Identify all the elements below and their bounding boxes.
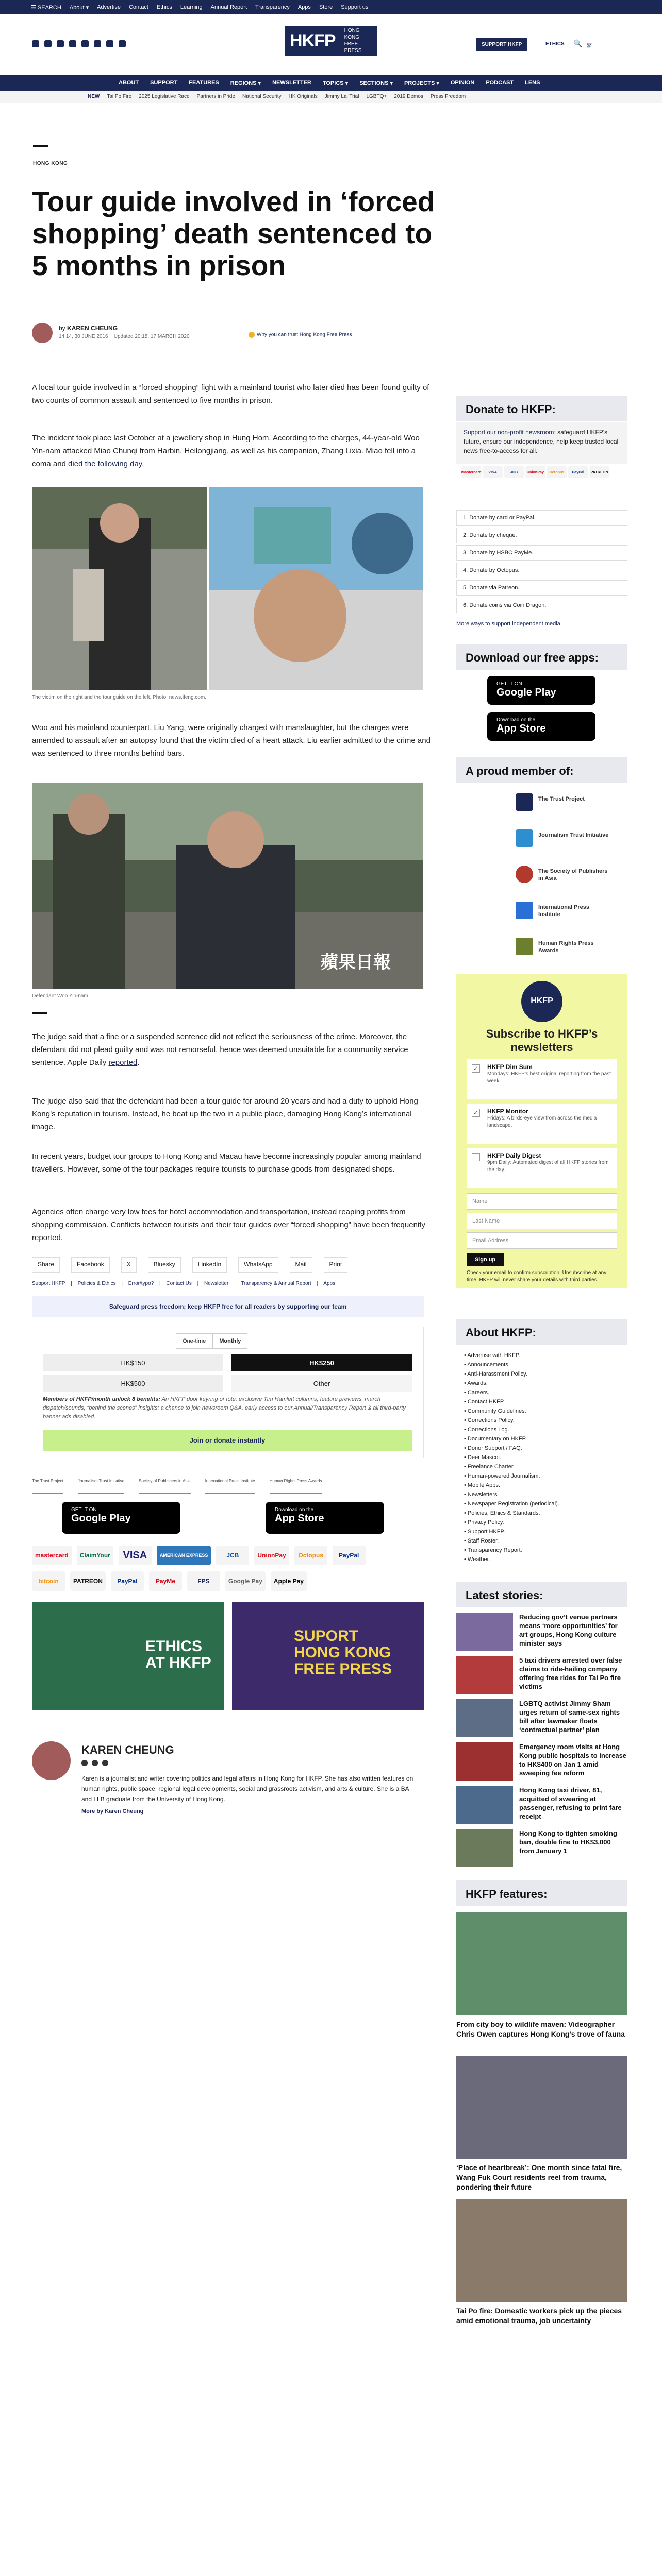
instagram-icon[interactable] [57,40,64,47]
jti-icon [516,829,533,847]
sopa-badge[interactable] [516,866,608,886]
site-logo[interactable] [285,26,377,56]
about-link[interactable]: • Advertise with HKFP. [464,1352,520,1359]
note-text: An HKFP door keyring or tote; exclusive Tim Hamlett columns, feature previews, march dispatch/sounds, “behind the scenes” insights; a chance to join newsroom Q&A, early access to our Annual/Transparency Report & all third-party banner ads disabled. [43,1396,406,1420]
donate-option-coins[interactable]: 6. Donate coins via Coin Dragon. [456,598,627,613]
trending-link[interactable]: HK Originals [288,94,318,99]
badge-label: Journalism Trust Initiative [538,832,609,838]
logo-line2: FREE PRESS [344,41,362,54]
bitcoin-logo: bitcoin [32,1571,65,1591]
sidebar-payment-logos [461,466,608,478]
p4-end: . [137,1058,140,1067]
nav-podcast[interactable]: PODCAST [486,80,514,86]
author-bio: Karen is a journalist and writer covering politics and legal affairs in Hong Kong for HKFP. She has also written features on human rights, public space, regional legal developments, social and grassroots activism, and arts & culture. She is a BA and LLB graduate from the University of Hong Kong. [81,1775,413,1803]
story-title[interactable]: Hong Kong to tighten smoking ban, double fine to HK$3,000 from January 1 [519,1829,617,1855]
trust-text: Why you can trust Hong Kong Free Press [257,332,352,338]
option-title: HKFP Monitor [487,1108,528,1115]
trust-link[interactable] [249,332,352,338]
checkbox-checked[interactable]: ✓ [472,1064,480,1073]
note-bold: Members of HKFP/month unlock 8 benefits: [43,1396,160,1402]
visa-logo: VISA [483,466,502,478]
updated-text: Updated 20:18, 17 MARCH 2020 [113,334,190,340]
nav-topics[interactable]: TOPICS ▾ [322,80,349,87]
trending-link[interactable]: Jimmy Lai Trial [324,94,359,99]
donation-tabs [176,1333,247,1349]
about-link[interactable]: • Staff Roster. [464,1538,499,1544]
section-divider [32,1012,47,1014]
rss-icon[interactable] [119,40,126,47]
newsletter-title: Subscribe to HKFP’s newsletters [486,1027,598,1054]
about-link[interactable]: • Documentary on HKFP. [464,1436,527,1442]
trending-link[interactable]: 2025 Legislative Race [139,94,190,99]
member-logos-row [32,1479,424,1494]
author-facebook-icon[interactable] [81,1760,88,1766]
trending-link[interactable]: 2019 Demos [394,94,423,99]
hrpa-icon [516,938,533,955]
octopus-logo: Octopus [294,1546,327,1565]
claim-logo: ClaimYour [77,1546,113,1565]
sidebar-google-big: Google Play [496,687,556,698]
feature-title[interactable]: ‘Place of heartbreak’: One month since fatal fire, Wang Fuk Court residents reel from trauma, pondering their future [456,2163,622,2191]
trending-link[interactable]: Press Freedom [430,94,466,99]
youtube-icon[interactable] [94,40,101,47]
donate-sidebar-link[interactable]: Support our non-profit newsroom [464,429,554,436]
share-mail-button[interactable]: Mail [290,1257,312,1273]
paragraph-4 [32,1030,434,1069]
paragraph-5: The judge also said that the defendant had been a tour guide for around 20 years and had a duty to uphold Hong Kong’s reputation in tourism. Instead, he beat up the two in a public place, damaging Hong Kong’s international image. [32,1097,418,1131]
latest-story[interactable] [456,1613,627,1651]
byline [32,320,444,346]
jcb-logo: JCB [216,1546,249,1565]
donate-option-octopus[interactable]: 4. Donate by Octopus. [456,563,627,578]
hrpa-logo[interactable]: Human Rights Press Awards [270,1479,322,1494]
support-hkfp-button[interactable]: SUPPORT HKFP [476,38,527,51]
trust-badge-icon [249,332,255,338]
paragraph-1: A local tour guide involved in a “forced shopping” fight with a mainland tourist who later died has been found guilty of two counts of common assault and sentenced to five months in prison. [32,383,429,405]
top-link-apps[interactable]: Apps [297,4,311,10]
mastercard-logo: mastercard [461,466,481,478]
facebook-icon[interactable] [32,40,39,47]
sidebar-google-small: GET IT ON [496,681,522,687]
membership-note [43,1395,412,1421]
more-by-author-link[interactable]: More by Karen Cheung [81,1808,144,1815]
about-links-list [464,1351,559,1564]
policy-sep: | [71,1281,72,1286]
donate-sidebar-text [456,422,627,464]
option-title: HKFP Daily Digest [487,1152,541,1159]
last-name-field[interactable]: Last Name [467,1213,617,1229]
paragraph-6: In recent years, budget tour groups to Hong Kong and Macau have become increasingly popular among mainland travellers. However, some of the tour packages require tourists to purchase goods from designated shops. [32,1152,421,1174]
about-link[interactable]: • Transparency Report. [464,1547,522,1553]
died-link[interactable]: died the following day [68,460,142,468]
about-sidebar-title: About HKFP: [456,1319,627,1345]
about-link[interactable]: • Donor Support / FAQ. [464,1445,522,1451]
top-link-contact[interactable]: Contact [128,4,148,10]
nav-projects[interactable]: PROJECTS ▾ [404,80,439,87]
share-x-button[interactable]: X [121,1257,137,1273]
newsletter-footnote: Check your email to confirm subscription. Unsubscribe at any time. HKFP will never share your details with third parties. [467,1270,607,1283]
photo-1-image [32,487,423,690]
policy-sep: | [159,1281,161,1286]
jti-badge[interactable] [516,829,608,850]
top-links [31,4,368,11]
author-box [32,1741,424,1844]
unionpay-logo: UnionPay [254,1546,289,1565]
date-text: 14:14, 30 JUNE 2016 [59,334,108,340]
latest-story[interactable] [456,1742,627,1781]
story-title[interactable]: 5 taxi drivers arrested over false claims to ride-hailing company offering free rides for Tai Po fire victims [519,1656,622,1690]
hrpa-badge[interactable] [516,938,608,958]
search-icon[interactable]: 🔍 [573,39,583,47]
feature-title[interactable]: From city boy to wildlife maven: Videographer Chris Owen captures Hong Kong’s trove of fauna [456,2020,625,2038]
trending-link[interactable]: Partners in Pride [196,94,236,99]
more-ways-link[interactable]: More ways to support independent media. [456,621,562,627]
top-link-ethics[interactable]: Ethics [156,4,172,10]
policy-sep: | [197,1281,199,1286]
trending-link[interactable]: National Security [242,94,282,99]
latest-story[interactable] [456,1786,627,1824]
author-social-icons [81,1760,108,1766]
trust-project-badge[interactable] [516,793,608,814]
language-switch[interactable]: 繁 [587,43,592,49]
p4-text: The judge said that a fine or a suspended sentence did not reflect the seriousness of the crime. Moreover, the defendant did not plead guilty and was not remorseful, hence was deemed unsuitable for a community service sentence. Apple Daily [32,1032,408,1067]
photo-1-caption: The victim on the right and the tour guide on the left. Photo: news.ifeng.com. [32,694,206,700]
story-title[interactable]: Reducing gov’t venue partners means ‘more opportunities’ for art groups, Hong Kong culture minister says [519,1613,618,1647]
byline-text [59,325,118,332]
latest-sidebar-title: Latest stories: [456,1582,627,1607]
about-link[interactable]: • Awards. [464,1380,488,1386]
signup-button[interactable]: Sign up [467,1253,504,1266]
newsletter-logo: HKFP [521,981,562,1022]
amount-option[interactable]: HK$500 [43,1375,223,1392]
logo-subtext [340,27,372,54]
author-x-icon[interactable] [92,1760,98,1766]
nav-newsletter[interactable]: NEWSLETTER [272,80,311,86]
story-thumbnail[interactable] [456,1829,513,1867]
p2-text: The incident took place last October at a jewellery shop in Hung Hom. According to the charges, 44-year-old Woo Yin-nam attacked Miao Chunqi from Harbin, Heilongjiang, as well as his companion, Zhang Lixia. Miao fell into a coma and [32,434,420,468]
paragraph-3: Woo and his mainland counterpart, Liu Yang, were originally charged with manslaughter, but the charges were amended to assault after an autopsy found that the victim died of a heart attack. Liu earlier admitted to the crime and was sentenced to three months behind bars. [32,723,431,758]
nav-about[interactable]: ABOUT [119,80,139,86]
article-photo-2 [32,783,423,989]
logo-line1: HONG KONG [344,28,360,40]
support-promo-title: SUPORT HONG KONG FREE PRESS [294,1628,392,1677]
ethics-link[interactable]: ETHICS [545,41,565,47]
badge-label: International Press Institute [538,904,590,918]
paragraph-7: Agencies often charge very low fees for hotel accommodation and transportation, instead reaping profits from shopping commission. Conflicts between tourists and their tour guides over “forced shopping” have been frequently reported. [32,1208,425,1242]
about-link[interactable]: • Weather. [464,1556,490,1563]
paypal-logo-2: PayPal [111,1571,144,1591]
jti-logo[interactable]: Journalism Trust Initiative [78,1479,124,1494]
author-box-avatar[interactable] [32,1741,71,1780]
telegram-icon[interactable] [106,40,113,47]
jcb-logo: JCB [504,466,524,478]
p2-end: . [142,460,144,468]
nav-features[interactable]: FEATURES [189,80,219,86]
sidebar-app-store-button[interactable] [487,712,595,741]
policy-link[interactable]: Newsletter [204,1281,229,1286]
trending-bar [0,91,662,103]
top-link-transparency[interactable]: Transparency [255,4,290,10]
newsletter-box [456,974,627,1288]
badge-label: The Society of Publishers in Asia [538,868,608,882]
payment-logos-row-2 [32,1571,424,1591]
site-header [0,14,662,75]
trending-link[interactable]: Tai Po Fire [107,94,132,99]
trending-link[interactable]: LGBTQ+ [366,94,387,99]
paypal-logo: PayPal [568,466,588,478]
sopa-icon [516,866,533,883]
article-title: Tour guide involved in ‘forced shopping’ death sentenced to 5 months in prison [32,185,435,281]
latest-story[interactable] [456,1699,627,1737]
about-link[interactable]: • Deer Mascot. [464,1454,502,1461]
by-label: by [59,325,65,332]
about-link[interactable]: • Policies, Ethics & Standards. [464,1510,540,1516]
story-thumbnail[interactable] [456,1613,513,1651]
story-thumbnail[interactable] [456,1742,513,1781]
about-link[interactable]: • Anti-Harassment Policy. [464,1371,527,1377]
member-sidebar-title: A proud member of: [456,757,627,783]
latest-story[interactable] [456,1656,627,1694]
main-nav [0,75,662,91]
ethics-promo-title: ETHICS AT HKFP [145,1638,211,1671]
author-link[interactable]: KAREN CHEUNG [67,325,118,332]
policy-link[interactable]: Transparency & Annual Report [241,1281,311,1286]
newsletter-option-digest[interactable] [467,1148,617,1188]
donate-option-payme[interactable]: 3. Donate by HSBC PayMe. [456,545,627,561]
option-desc: Mondays: HKFP’s best original reporting from the past week. [487,1071,611,1084]
share-bar [32,1257,424,1273]
logo-text: HKFP [290,30,336,50]
social-icons [32,40,126,47]
tab-monthly[interactable]: Monthly [212,1333,247,1349]
about-link[interactable]: • Community Guidelines. [464,1408,526,1414]
name-field[interactable]: Name [467,1193,617,1210]
reported-link[interactable]: reported [108,1058,138,1067]
option-desc: 9pm Daily: Automated digest of all HKFP stories from the day. [487,1160,609,1173]
policy-link[interactable]: Policies & Ethics [77,1281,116,1286]
sopa-logo[interactable]: Society of Publishers in Asia [139,1479,191,1494]
story-title[interactable]: LGBTQ activist Jimmy Sham urges return of same-sex rights bill after lawmaker floats ‘contractual partner’ plan [519,1700,620,1734]
policy-link[interactable]: Apps [323,1281,336,1286]
story-thumbnail[interactable] [456,1656,513,1694]
about-link[interactable]: • Corrections Log. [464,1427,509,1433]
publish-date [59,334,190,340]
sidebar-apple-big: App Store [496,723,546,734]
amount-option[interactable]: HK$150 [43,1354,223,1371]
donate-option-patreon[interactable]: 5. Donate via Patreon. [456,580,627,596]
policy-link[interactable]: Support HKFP [32,1281,65,1286]
fps-logo: FPS [187,1571,220,1591]
amount-option-selected[interactable]: HK$250 [231,1354,412,1371]
top-utility-bar [0,0,662,14]
top-link-about[interactable]: About ▾ [69,5,89,11]
about-link[interactable]: • Newspaper Registration (periodical). [464,1501,559,1507]
linkedin-icon[interactable] [81,40,89,47]
features-sidebar-title: HKFP features: [456,1880,627,1906]
payme-logo: PayMe [149,1571,182,1591]
policy-sep: | [317,1281,319,1286]
newsletter-option-monitor[interactable] [467,1104,617,1144]
nav-opinion[interactable]: OPINION [450,80,475,86]
trust-project-icon [516,793,533,811]
ipi-icon [516,902,533,919]
paragraph-2 [32,432,434,470]
about-link[interactable]: • Human-powered Journalism. [464,1473,540,1479]
about-link[interactable]: • Newsletters. [464,1492,499,1498]
google-pay-logo: Google Pay [225,1571,266,1591]
nav-sections[interactable]: SECTIONS ▾ [359,80,393,87]
nav-regions[interactable]: REGIONS ▾ [230,80,261,87]
mastercard-logo: mastercard [32,1546,72,1565]
google-play-big: Google Play [71,1513,131,1524]
author-instagram-icon[interactable] [102,1760,108,1766]
feature-story[interactable] [456,2056,627,2191]
photo-watermark: 蘋果日報 [321,953,391,972]
badge-label: The Trust Project [538,796,585,802]
checkbox-checked[interactable]: ✓ [472,1109,480,1117]
photo-2-caption: Defendant Woo Yin-nam. [32,993,90,999]
bluesky-icon[interactable] [69,40,76,47]
policy-link[interactable]: Error/typo? [128,1281,154,1286]
patreon-logo: PATREON [589,466,609,478]
story-thumbnail[interactable] [456,1786,513,1824]
top-link-annual-report[interactable]: Annual Report [210,4,247,10]
tab-one-time[interactable]: One-time [176,1333,212,1349]
nav-support[interactable]: SUPPORT [150,80,178,86]
author-avatar[interactable] [32,323,53,343]
title-rule [33,145,48,147]
article-photo-1 [32,487,423,690]
top-link-advertise[interactable]: Advertise [97,4,121,10]
join-donate-button[interactable]: Join or donate instantly [43,1430,412,1451]
amex-logo: AMERICAN EXPRESS [157,1546,211,1565]
top-link-support[interactable]: Support us [341,4,369,10]
ipi-badge[interactable] [516,902,608,922]
feature-title[interactable]: Tai Po fire: Domestic workers pick up the pieces amid emotional trauma, job uncertainty [456,2307,622,2325]
story-title[interactable]: Hong Kong taxi driver, 81, acquitted of swearing at passenger, refusing to print fare receipt [519,1786,622,1820]
app-store-big: App Store [275,1513,324,1524]
unionpay-logo: UnionPay [525,466,545,478]
about-link[interactable]: • Mobile Apps. [464,1482,500,1488]
app-store-button[interactable] [266,1502,384,1534]
option-desc: Fridays: A birds-eye view from across the media landscape. [487,1115,597,1128]
octopus-logo: Octopus [547,466,567,478]
top-link-learning[interactable]: Learning [180,4,203,10]
feature-thumbnail[interactable] [456,2199,627,2302]
feature-thumbnail[interactable] [456,2056,627,2159]
top-link-store[interactable]: Store [319,4,333,10]
donate-option-cheque[interactable]: 2. Donate by cheque. [456,528,627,543]
badge-label: Human Rights Press Awards [538,940,594,954]
policy-sep: | [121,1281,123,1286]
amount-option-other[interactable]: Other [231,1375,412,1392]
about-link[interactable]: • Careers. [464,1389,490,1396]
paypal-logo: PayPal [333,1546,366,1565]
nav-lens[interactable]: LENS [525,80,540,86]
about-link[interactable]: • Announcements. [464,1362,510,1368]
about-link[interactable]: • Freelance Charter. [464,1464,515,1470]
feature-story[interactable] [456,2199,627,2328]
about-link[interactable]: • Corrections Policy. [464,1417,515,1423]
feature-story[interactable] [456,1912,627,2041]
about-link[interactable]: • Privacy Policy. [464,1519,504,1526]
share-linkedin-button[interactable]: LinkedIn [192,1257,227,1273]
about-link[interactable]: • Support HKFP. [464,1529,505,1535]
checkbox-unchecked[interactable] [472,1153,480,1161]
story-thumbnail[interactable] [456,1699,513,1737]
latest-story[interactable] [456,1829,627,1867]
google-play-small: GET IT ON [71,1507,97,1513]
apple-pay-logo: Apple Pay [271,1571,307,1591]
safeguard-banner[interactable]: Safeguard press freedom; keep HKFP free for all readers by supporting our team [32,1296,424,1317]
payment-logos-row-1 [32,1546,424,1565]
share-button[interactable]: Share [32,1257,60,1273]
patreon-logo: PATREON [70,1571,106,1591]
sidebar-apple-small: Download on the [496,717,536,723]
new-label: NEW [88,94,100,99]
visa-logo: VISA [119,1546,152,1565]
feature-thumbnail[interactable] [456,1912,627,2015]
option-title: HKFP Dim Sum [487,1063,533,1071]
google-play-button[interactable] [62,1502,180,1534]
sidebar-google-play-button[interactable] [487,676,595,705]
policy-link[interactable]: Contact Us [166,1281,192,1286]
author-box-name[interactable]: KAREN CHEUNG [81,1743,174,1756]
category-label[interactable]: HONG KONG [33,161,68,166]
share-facebook-button[interactable]: Facebook [71,1257,110,1273]
share-bluesky-button[interactable]: Bluesky [148,1257,181,1273]
donate-sidebar-title: Donate to HKFP: [456,396,627,421]
policy-links [32,1281,424,1286]
donate-option-card[interactable]: 1. Donate by card or PayPal. [456,510,627,526]
x-icon[interactable] [44,40,52,47]
trust-project-logo[interactable]: The Trust Project [32,1479,63,1494]
donation-widget [32,1327,424,1458]
story-title[interactable]: Emergency room visits at Hong Kong public hospitals to increase to HK$400 on Jan 1 amid sweeping fee reform [519,1743,627,1777]
top-link-search[interactable]: ☰ SEARCH [31,5,61,11]
donate-sidebar-desc: : safeguard HKFP's future, ensure our independence, help keep trusted local news free-to-access for all. [464,429,619,454]
newsletter-option-dimsum[interactable] [467,1059,617,1099]
app-store-small: Download on the [275,1507,314,1513]
share-whatsapp-button[interactable]: WhatsApp [238,1257,278,1273]
support-promo[interactable] [232,1602,424,1710]
ipi-logo[interactable]: International Press Institute [205,1479,255,1494]
share-print-button[interactable]: Print [324,1257,348,1273]
about-link[interactable]: • Contact HKFP. [464,1399,505,1405]
ethics-promo[interactable] [32,1602,224,1710]
policy-sep: | [234,1281,236,1286]
email-field[interactable]: Email Address [467,1232,617,1249]
apps-sidebar-title: Download our free apps: [456,644,627,670]
